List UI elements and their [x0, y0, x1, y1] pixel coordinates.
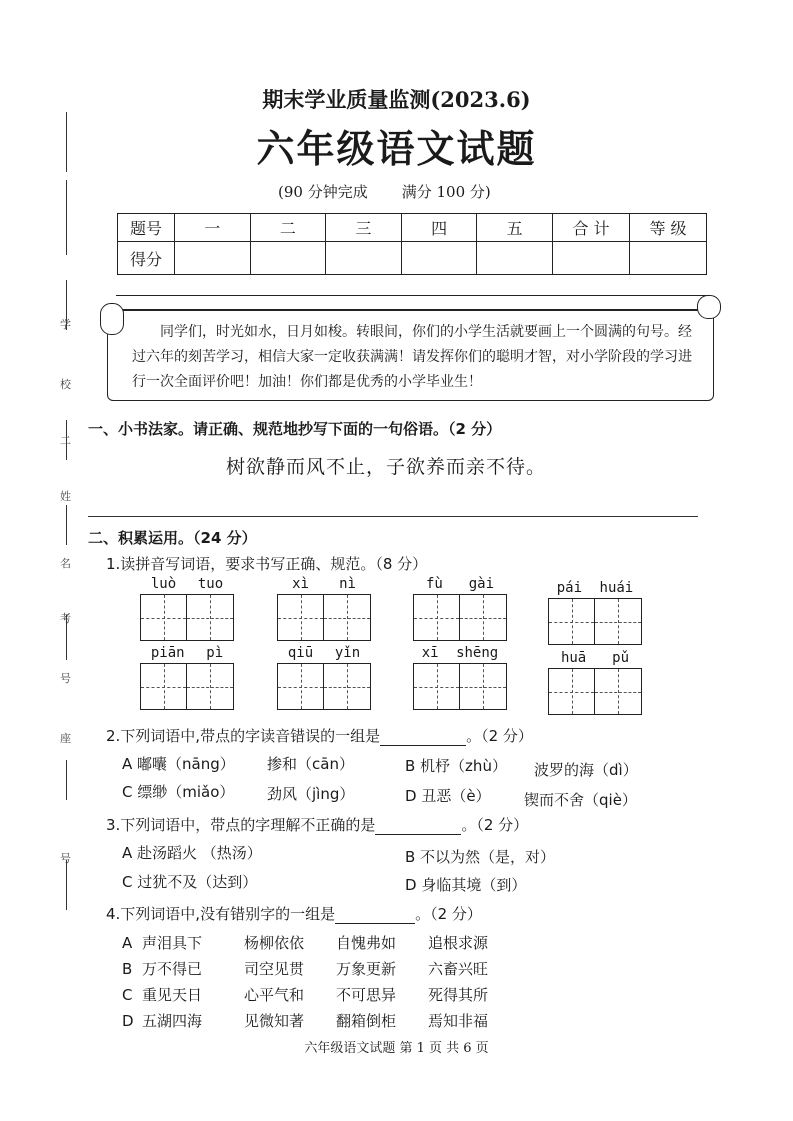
pinyin-label: fù gài [425, 576, 495, 592]
pinyin-label: xī shēng [421, 645, 499, 661]
q4-word: 见微知著 [244, 1012, 305, 1030]
margin-char: 考 [60, 612, 71, 625]
q2-option: 锲而不舍（qiè） [524, 791, 637, 809]
exam-header: 期末学业质量监测(2023.6) [262, 87, 531, 112]
margin-char: 校 [60, 378, 71, 391]
score-header-cell: 等 级 [630, 214, 707, 242]
section-2-heading: 二、积累运用。（24 分） [88, 529, 257, 547]
q4-option-letter: B [122, 960, 133, 978]
exam-subtitle [278, 181, 525, 202]
question-4-score: 。（2 分） [415, 905, 482, 923]
notice-text: 同学们，时光如水，日月如梭。转眼间，你们的小学生活就要画上一个圆满的句号。经过六年的刻苦学习，相信大家一定收获满满！请发挥你们的聪明才智，对小学阶段的学习进行一次全面评价吧！加油！你们都是优秀的小学毕业生！ [132, 324, 692, 390]
score-table [117, 213, 707, 275]
page-footer: 六年级语文试题 第 1 页 共 6 页 [304, 1041, 489, 1056]
margin-line [66, 505, 67, 545]
writing-cell[interactable] [595, 598, 642, 645]
q2-option: 掺和（cān） [267, 755, 354, 773]
score-row-label: 得分 [118, 242, 175, 275]
q2-option: B 机杼（zhù） [405, 757, 507, 775]
writing-cell[interactable] [140, 594, 187, 641]
q4-word: 万不得已 [142, 960, 203, 978]
q4-word: 声泪具下 [142, 934, 203, 952]
q4-word: 六畜兴旺 [428, 960, 489, 978]
score-header-cell: 四 [401, 214, 477, 242]
question-3 [106, 814, 528, 835]
pinyin-label: xì nì [292, 576, 356, 592]
q4-word: 追根求源 [428, 934, 489, 952]
q4-word: 万象更新 [336, 960, 397, 978]
margin-char: 号 [60, 672, 71, 685]
q4-word: 心平气和 [244, 986, 305, 1004]
pinyin-label: pái huái [556, 580, 634, 596]
writing-cell[interactable] [140, 663, 187, 710]
q4-option-letter: C [122, 986, 133, 1004]
score-cell[interactable] [630, 242, 707, 275]
writing-cell[interactable] [460, 663, 507, 710]
writing-cell[interactable] [187, 663, 234, 710]
q4-word: 五湖四海 [142, 1012, 203, 1030]
proverb-text: 树欲静而风不止，子欲养而亲不待。 [226, 456, 547, 478]
pinyin-grid [413, 645, 507, 710]
q4-row [122, 932, 488, 953]
margin-char: 座 [60, 732, 71, 745]
margin-line [66, 180, 67, 255]
q4-option-letter: D [122, 1012, 134, 1030]
exam-title: 六年级语文试题 [256, 126, 537, 171]
writing-cell[interactable] [413, 663, 460, 710]
q3-option: D 身临其境（到） [405, 876, 527, 894]
pinyin-grid [277, 645, 371, 710]
q3-option: A 赴汤蹈火 （热汤） [122, 844, 262, 862]
writing-cell[interactable] [324, 663, 371, 710]
pinyin-grid [140, 576, 234, 641]
question-3-score: 。（2 分） [461, 816, 529, 834]
q2-option: D 丑恶（è） [405, 787, 491, 805]
score-cell[interactable] [477, 242, 553, 275]
score-cell[interactable] [553, 242, 630, 275]
score-cell[interactable] [326, 242, 402, 275]
q4-row [122, 984, 488, 1005]
pinyin-label: luò tuo [150, 576, 224, 592]
score-header-cell: 二 [250, 214, 326, 242]
pinyin-grid [277, 576, 371, 641]
section-1-heading: 一、小书法家。请正确、规范地抄写下面的一句俗语。（2 分） [88, 420, 502, 438]
q4-word: 司空见贯 [244, 960, 305, 978]
margin-char: 学 [60, 318, 71, 331]
question-3-text: 3.下列词语中，带点的字理解不正确的是 [106, 816, 376, 834]
writing-cell[interactable] [595, 668, 642, 715]
q2-option: C 缥缈（miǎo） [122, 783, 235, 801]
writing-cell[interactable] [324, 594, 371, 641]
q4-row [122, 958, 488, 979]
score-cell[interactable] [250, 242, 326, 275]
q4-word: 杨柳依依 [244, 934, 305, 952]
margin-line [66, 760, 67, 800]
pinyin-label: qiū yǐn [287, 645, 361, 661]
margin-char: 号 [60, 852, 71, 865]
writing-line[interactable] [88, 516, 698, 517]
margin-char: 二 [60, 434, 71, 447]
q4-word: 不可思异 [336, 986, 397, 1004]
q3-option: B 不以为然（是，对） [405, 848, 556, 866]
question-2-score: 。（2 分） [466, 727, 533, 745]
score-header-cell: 合 计 [553, 214, 630, 242]
pinyin-grid [140, 645, 234, 710]
scroll-curl-right [697, 295, 721, 319]
margin-char: 姓 [60, 490, 71, 503]
pinyin-label: piān pì [150, 645, 224, 661]
score-header-cell: 题号 [118, 214, 175, 242]
question-2-text: 2.下列词语中,带点的字读音错误的一组是 [106, 727, 381, 745]
q4-word: 焉知非福 [428, 1012, 489, 1030]
score-header-cell: 一 [175, 214, 251, 242]
score-header-cell: 五 [477, 214, 553, 242]
pinyin-grid [548, 580, 642, 645]
question-1: 1.读拼音写词语，要求书写正确、规范。（8 分） [106, 555, 428, 573]
score-cell[interactable] [175, 242, 251, 275]
margin-line [66, 860, 67, 910]
answer-blank[interactable] [380, 727, 466, 746]
q2-option: 劲风（jìng） [267, 785, 355, 803]
answer-blank[interactable] [375, 816, 461, 835]
writing-cell[interactable] [460, 594, 507, 641]
score-info: 满分 100 分) [401, 183, 491, 201]
pinyin-label: huā pǔ [560, 650, 630, 666]
q4-row [122, 1010, 488, 1031]
writing-cell[interactable] [548, 598, 595, 645]
margin-char: 名 [60, 557, 71, 570]
question-2 [106, 725, 533, 746]
q4-option-letter: A [122, 934, 133, 952]
writing-cell[interactable] [548, 668, 595, 715]
score-header-cell: 三 [326, 214, 402, 242]
answer-blank[interactable] [335, 905, 415, 924]
writing-cell[interactable] [187, 594, 234, 641]
q2-option: A 嘟囔（nāng） [122, 755, 235, 773]
q4-word: 死得其所 [428, 986, 489, 1004]
q4-word: 翻箱倒柜 [336, 1012, 397, 1030]
time-info: (90 分钟完成 [278, 183, 368, 201]
q4-word: 重见天日 [142, 986, 203, 1004]
scroll-curl-left [100, 303, 124, 335]
writing-cell[interactable] [277, 594, 324, 641]
q2-option: 波罗的海（dì） [534, 761, 638, 779]
pinyin-grid [413, 576, 507, 641]
writing-cell[interactable] [413, 594, 460, 641]
pinyin-grid [548, 650, 642, 715]
q4-word: 自愧弗如 [336, 934, 397, 952]
notice-box [107, 309, 714, 401]
score-cell[interactable] [401, 242, 477, 275]
q3-option: C 过犹不及（达到） [122, 873, 258, 891]
writing-cell[interactable] [277, 663, 324, 710]
question-4-text: 4.下列词语中,没有错别字的一组是 [106, 905, 336, 923]
question-4 [106, 903, 482, 924]
